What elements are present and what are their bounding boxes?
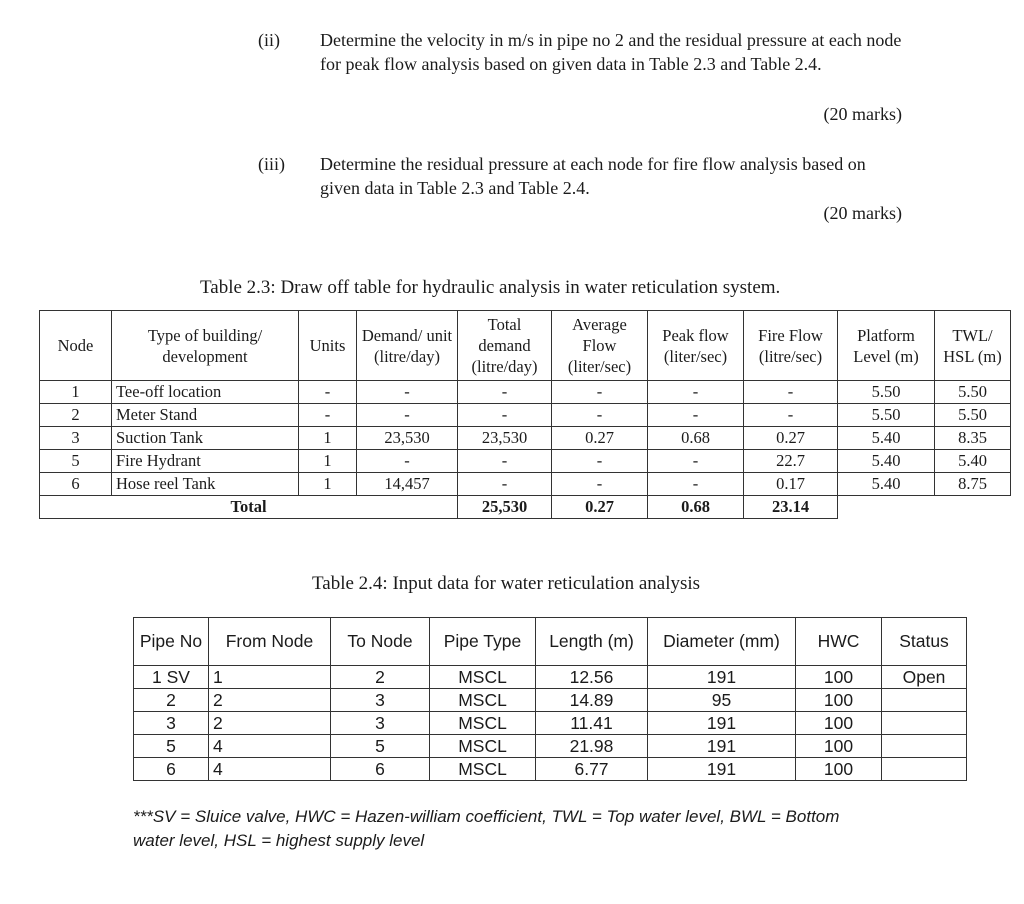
table-row: [134, 689, 967, 712]
table-cell: 14.89: [536, 689, 648, 712]
col-header: Pipe No: [134, 618, 209, 666]
total-demand: 25,530: [458, 496, 552, 519]
table-cell: -: [458, 404, 552, 427]
table-cell: 1: [209, 666, 331, 689]
table-header-row: [134, 618, 967, 666]
total-peak-flow: 0.68: [648, 496, 744, 519]
col-header: Average Flow (liter/sec): [552, 311, 648, 381]
table-cell: -: [648, 381, 744, 404]
col-header: Demand/ unit (litre/day): [357, 311, 458, 381]
table-cell: -: [648, 450, 744, 473]
table-cell: 5.50: [935, 404, 1011, 427]
empty-cell: [935, 496, 1011, 519]
total-fire-flow: 23.14: [744, 496, 838, 519]
col-header: TWL/ HSL (m): [935, 311, 1011, 381]
table-cell: -: [744, 404, 838, 427]
draw-off-table: [39, 310, 1011, 519]
col-header: Type of building/ development: [112, 311, 299, 381]
question-text: Determine the velocity in m/s in pipe no 2 and the residual pressure at each node for peak flow analysis based on given data in Table 2.3 and Table 2.4.: [320, 30, 902, 74]
table-cell: 8.75: [935, 473, 1011, 496]
table-cell: Suction Tank: [112, 427, 299, 450]
table-cell: 12.56: [536, 666, 648, 689]
table-cell: -: [552, 404, 648, 427]
table-cell: 8.35: [935, 427, 1011, 450]
table24-caption: Table 2.4: Input data for water reticulation analysis: [312, 573, 701, 594]
table-cell: 100: [796, 666, 882, 689]
col-header: Length (m): [536, 618, 648, 666]
table-cell: 1: [299, 473, 357, 496]
table-row: [40, 427, 1011, 450]
table-cell: MSCL: [430, 712, 536, 735]
question-number: (ii): [258, 30, 280, 50]
table-cell: 3: [331, 712, 430, 735]
col-header: Node: [40, 311, 112, 381]
table-cell: 100: [796, 758, 882, 781]
table-cell: 5.40: [838, 450, 935, 473]
col-header: HWC: [796, 618, 882, 666]
table-cell: -: [357, 381, 458, 404]
table-cell: 0.17: [744, 473, 838, 496]
table-cell: MSCL: [430, 758, 536, 781]
pipe-input-table: [133, 617, 967, 781]
table-cell: 100: [796, 735, 882, 758]
table-row: [40, 381, 1011, 404]
table-cell: MSCL: [430, 689, 536, 712]
col-header: From Node: [209, 618, 331, 666]
col-header: Status: [882, 618, 967, 666]
table-cell: 1: [299, 450, 357, 473]
table-cell: -: [299, 381, 357, 404]
table-cell: [882, 712, 967, 735]
table-cell: 5.40: [935, 450, 1011, 473]
col-header: Peak flow (liter/sec): [648, 311, 744, 381]
marks-label: (20 marks): [823, 104, 902, 124]
table-cell: 191: [648, 758, 796, 781]
table-cell: -: [648, 404, 744, 427]
table-cell: 100: [796, 689, 882, 712]
table-cell: 5: [331, 735, 430, 758]
table-cell: -: [299, 404, 357, 427]
table-cell: 23,530: [458, 427, 552, 450]
table-cell: 0.27: [552, 427, 648, 450]
table-cell: 22.7: [744, 450, 838, 473]
col-header: Platform Level (m): [838, 311, 935, 381]
table-cell: [882, 689, 967, 712]
table-cell: -: [458, 381, 552, 404]
table-cell: 2: [331, 666, 430, 689]
table-cell: 4: [209, 735, 331, 758]
table-row: [134, 758, 967, 781]
table-cell: Tee-off location: [112, 381, 299, 404]
table-row: [40, 450, 1011, 473]
table-cell: 4: [209, 758, 331, 781]
table-cell: 0.68: [648, 427, 744, 450]
table-row: [40, 404, 1011, 427]
table-row: [134, 666, 967, 689]
table-cell: -: [552, 450, 648, 473]
table-cell: 2: [40, 404, 112, 427]
table-cell: [882, 758, 967, 781]
table-cell: 5.40: [838, 473, 935, 496]
empty-cell: [838, 496, 935, 519]
total-row: [40, 496, 1011, 519]
table-cell: 191: [648, 666, 796, 689]
marks-label: (20 marks): [823, 203, 902, 223]
table-cell: -: [552, 381, 648, 404]
table-cell: MSCL: [430, 666, 536, 689]
table-cell: 5: [134, 735, 209, 758]
table-row: [134, 735, 967, 758]
table-cell: 191: [648, 735, 796, 758]
table-cell: 6: [40, 473, 112, 496]
table-cell: -: [357, 404, 458, 427]
table-cell: -: [357, 450, 458, 473]
table-cell: 95: [648, 689, 796, 712]
table-cell: 21.98: [536, 735, 648, 758]
table-cell: 1: [299, 427, 357, 450]
table-cell: Hose reel Tank: [112, 473, 299, 496]
table-cell: -: [458, 473, 552, 496]
table-cell: -: [552, 473, 648, 496]
table-row: [40, 473, 1011, 496]
table-cell: -: [744, 381, 838, 404]
table-cell: 1: [40, 381, 112, 404]
question-text: Determine the residual pressure at each node for fire flow analysis based on given data in Table 2.3 and Table 2.4.: [320, 154, 866, 198]
col-header: Diameter (mm): [648, 618, 796, 666]
abbreviation-note: ***SV = Sluice valve, HWC = Hazen-william coefficient, TWL = Top water level, BWL = Bottom water level, HSL = highest supply level: [133, 807, 840, 850]
table-cell: 6.77: [536, 758, 648, 781]
table-cell: Meter Stand: [112, 404, 299, 427]
table-cell: 5.50: [838, 381, 935, 404]
table-cell: 5.50: [935, 381, 1011, 404]
table-cell: 5.50: [838, 404, 935, 427]
table-cell: 14,457: [357, 473, 458, 496]
table-cell: 2: [209, 689, 331, 712]
table-cell: [882, 735, 967, 758]
table-cell: 3: [40, 427, 112, 450]
table-cell: 0.27: [744, 427, 838, 450]
table-cell: 6: [331, 758, 430, 781]
table-cell: 5.40: [838, 427, 935, 450]
table-cell: Open: [882, 666, 967, 689]
table-cell: 191: [648, 712, 796, 735]
table-row: [134, 712, 967, 735]
col-header: Units: [299, 311, 357, 381]
total-label: Total: [40, 496, 458, 519]
table23-caption: Table 2.3: Draw off table for hydraulic analysis in water reticulation system.: [200, 277, 781, 298]
table-cell: 23,530: [357, 427, 458, 450]
table-cell: 100: [796, 712, 882, 735]
table-header-row: [40, 311, 1011, 381]
question-number: (iii): [258, 154, 285, 174]
table-cell: 2: [134, 689, 209, 712]
col-header: To Node: [331, 618, 430, 666]
col-header: Total demand (litre/day): [458, 311, 552, 381]
col-header: Fire Flow (litre/sec): [744, 311, 838, 381]
table-cell: MSCL: [430, 735, 536, 758]
table-cell: Fire Hydrant: [112, 450, 299, 473]
table-cell: 11.41: [536, 712, 648, 735]
table-cell: 6: [134, 758, 209, 781]
table-cell: 5: [40, 450, 112, 473]
table-cell: 1 SV: [134, 666, 209, 689]
table-cell: -: [648, 473, 744, 496]
table-cell: -: [458, 450, 552, 473]
table-cell: 3: [331, 689, 430, 712]
table-cell: 2: [209, 712, 331, 735]
total-avg-flow: 0.27: [552, 496, 648, 519]
table-cell: 3: [134, 712, 209, 735]
col-header: Pipe Type: [430, 618, 536, 666]
